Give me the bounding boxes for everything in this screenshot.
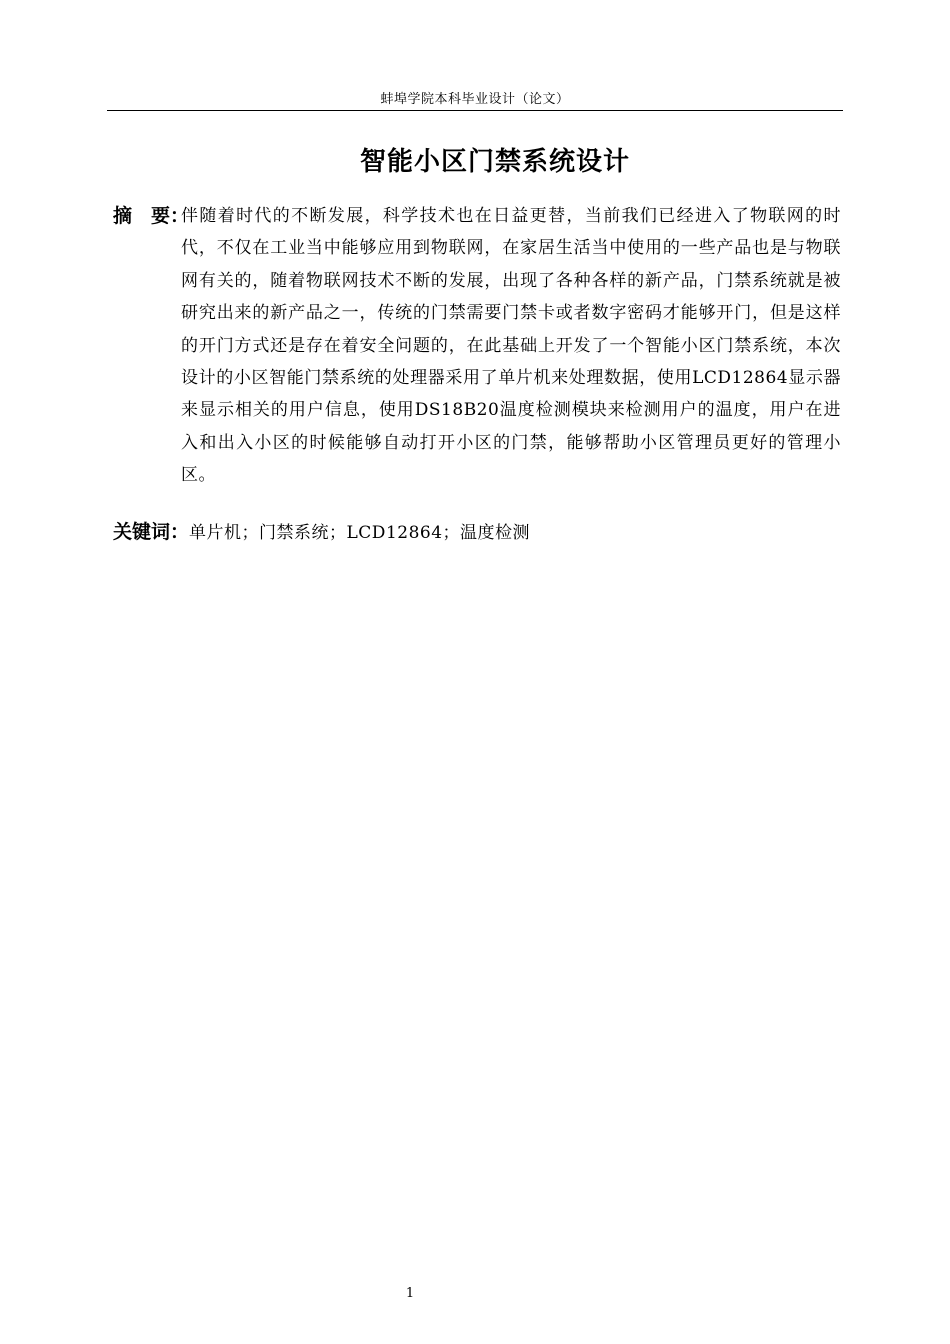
abstract-label: 摘 要：: [113, 205, 190, 227]
keywords-label: 关键词：: [113, 521, 190, 543]
abstract-text: 伴随着时代的不断发展，科学技术也在日益更替，当前我们已经进入了物联网的时代，不仅在工业当中能够应用到物联网，在家居生活当中使用的一些产品也是与物联网有关的，随着物联网技术不断的发展，出现了各种各样的新产品，门禁系统就是被研究出来的新产品之一，传统的门禁需要门禁卡或者数字密码才能够开门，但是这样的开门方式还是存在着安全问题的，在此基础上开发了一个智能小区门禁系统，本次设计的小区智能门禁系统的处理器采用了单片机来处理数据，使用LCD12864显示器来显示相关的用户信息，使用DS18B20温度检测模块来检测用户的温度，用户在进入和出入小区的时候能够自动打开小区的门禁，能够帮助小区管理员更好的管理小区。: [181, 206, 841, 486]
keywords-text: 单片机；门禁系统；LCD12864；温度检测: [189, 523, 531, 543]
header-divider: [107, 110, 843, 111]
document-title: 智能小区门禁系统设计: [359, 147, 630, 177]
page-number: 1: [405, 1286, 415, 1301]
keywords-section: [113, 516, 843, 549]
running-header: 蚌埠学院本科毕业设计（论文）: [380, 92, 570, 107]
